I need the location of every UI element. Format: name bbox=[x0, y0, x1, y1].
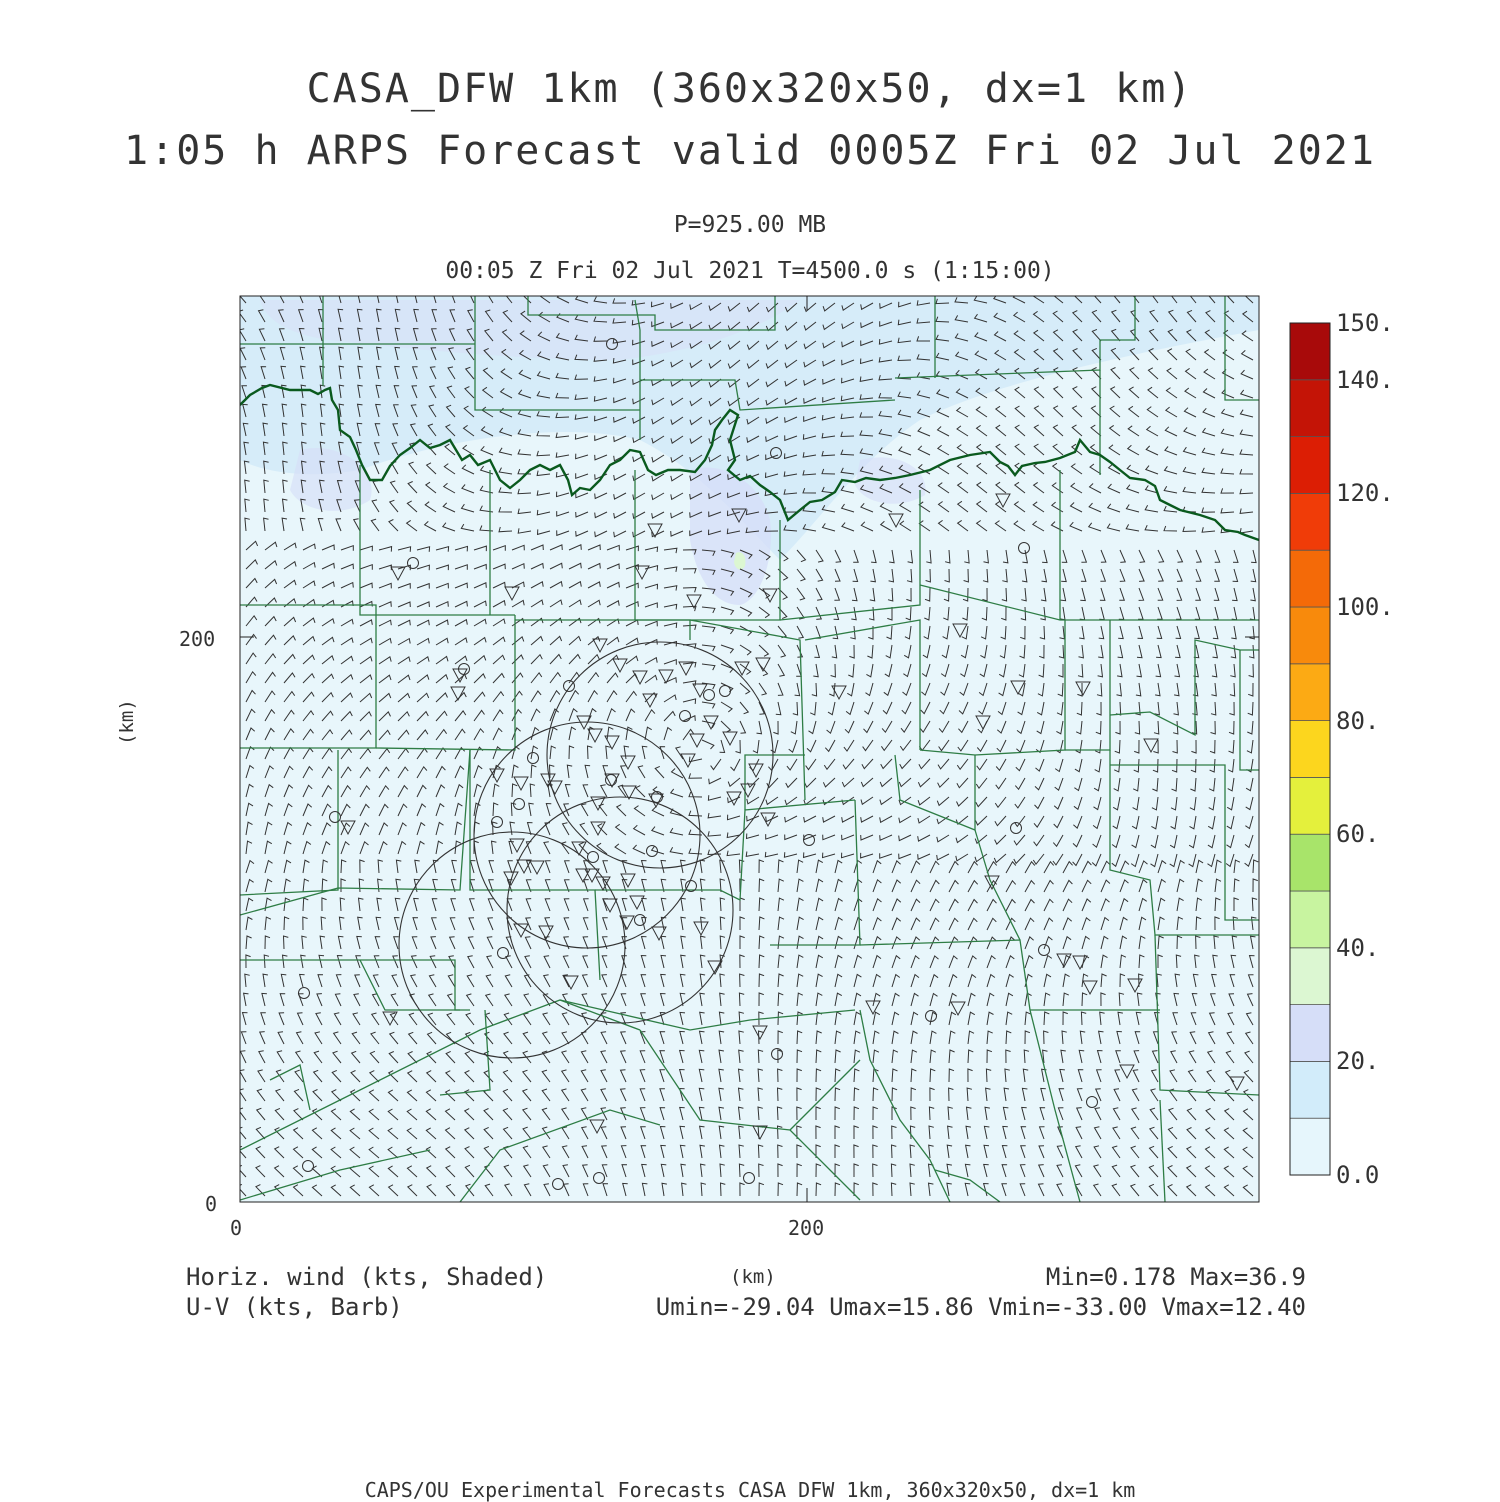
colorbar-swatch bbox=[1290, 948, 1330, 1005]
colorbar-swatch bbox=[1290, 550, 1330, 607]
colorbar-label: 150. bbox=[1336, 309, 1394, 337]
colorbar-swatch bbox=[1290, 437, 1330, 494]
colorbar-label: 0.0 bbox=[1336, 1161, 1380, 1189]
colorbar-swatch bbox=[1290, 721, 1330, 778]
colorbar-label: 100. bbox=[1336, 593, 1394, 621]
pressure-level: P=925.00 MB bbox=[673, 212, 827, 238]
colorbar-swatch bbox=[1290, 834, 1330, 891]
colorbar-label: 60. bbox=[1336, 820, 1380, 849]
colorbar-swatch bbox=[1290, 493, 1330, 550]
y-tick-label-200: 200 bbox=[179, 627, 216, 651]
shaded-field-legend: Horiz. wind (kts, Shaded) bbox=[186, 1263, 548, 1291]
x-axis-label: (km) bbox=[730, 1266, 776, 1288]
colorbar-swatch bbox=[1290, 323, 1330, 380]
title-line-2: 1:05 h ARPS Forecast valid 0005Z Fri 02 Jul 2021 bbox=[124, 128, 1376, 174]
colorbar-swatch bbox=[1290, 607, 1330, 664]
colorbar-label: 120. bbox=[1336, 479, 1394, 508]
colorbar-swatch bbox=[1290, 891, 1330, 948]
x-tick-label-0: 0 bbox=[230, 1216, 243, 1240]
y-tick-label-0: 0 bbox=[205, 1192, 218, 1216]
colorbar-label: 20. bbox=[1336, 1047, 1380, 1076]
colorbar-swatch bbox=[1290, 1061, 1330, 1118]
y-axis-label: (km) bbox=[116, 699, 138, 745]
colorbar-label: 140. bbox=[1336, 365, 1394, 394]
barb-field-legend: U-V (kts, Barb) bbox=[186, 1293, 403, 1321]
valid-time: 00:05 Z Fri 02 Jul 2021 T=4500.0 s (1:15:00) bbox=[445, 258, 1055, 284]
footer-credit: CAPS/OU Experimental Forecasts CASA DFW 1km, 360x320x50, dx=1 km bbox=[364, 1478, 1136, 1502]
colorbar-swatch bbox=[1290, 380, 1330, 437]
colorbar-swatch bbox=[1290, 664, 1330, 721]
x-tick-label-200: 200 bbox=[788, 1216, 825, 1240]
colorbar-label: 40. bbox=[1336, 933, 1380, 962]
colorbar bbox=[1290, 323, 1330, 1175]
colorbar-swatch bbox=[1290, 1005, 1330, 1062]
colorbar-swatch bbox=[1290, 777, 1330, 834]
title-line-1: CASA_DFW 1km (360x320x50, dx=1 km) bbox=[306, 66, 1194, 112]
colorbar-label: 80. bbox=[1336, 706, 1380, 735]
colorbar-swatch bbox=[1290, 1118, 1330, 1175]
min-max-stats: Min=0.178 Max=36.9 bbox=[1045, 1263, 1306, 1291]
uv-stats: Umin=-29.04 Umax=15.86 Vmin=-33.00 Vmax=12.40 bbox=[655, 1293, 1306, 1321]
